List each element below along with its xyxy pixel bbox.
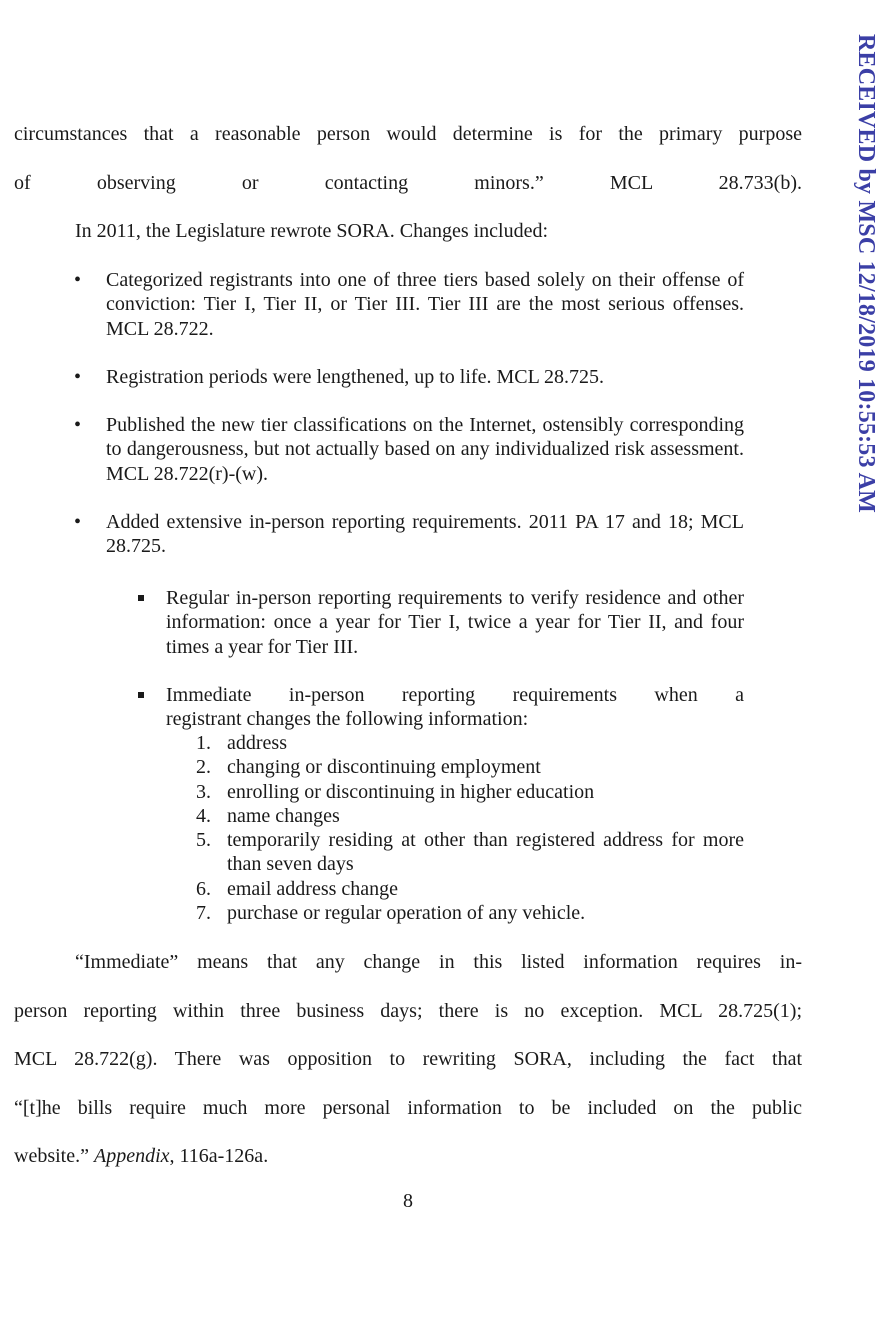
numbered-item (196, 780, 744, 804)
numbered-item (196, 901, 744, 925)
list-item-text: Categorized registrants into one of three tiers based solely on their offense of conviction: Tier I, Tier II, or Tier III. Tier III are the most serious offenses. MCL 28.722. (106, 269, 744, 340)
received-stamp: RECEIVED by MSC 12/18/2019 10:55:53 AM (853, 34, 879, 513)
numbered-item (196, 804, 744, 828)
numbered-item (196, 828, 744, 877)
item-number: 2. (196, 756, 211, 779)
item-number: 7. (196, 902, 211, 925)
closing-paragraph (14, 938, 802, 1181)
square-bullet-icon (138, 595, 144, 601)
sub-list-item (136, 683, 744, 732)
paragraph-line (14, 1132, 802, 1181)
list-item (74, 510, 744, 558)
continued-paragraph (14, 110, 802, 207)
item-text: temporarily residing at other than registered address for more than seven days (227, 829, 744, 876)
item-text: purchase or regular operation of any vehicle. (227, 902, 586, 925)
square-bullet-icon (138, 692, 144, 698)
bullet-icon: • (74, 511, 82, 533)
paragraph-line: person reporting within three business days; there is no exception. MCL 28.725(1); (14, 999, 802, 1022)
sub-list-item-text: Regular in-person reporting requirements to verify residence and other information: once a year for Tier I, twice a year for Tier II, and four times a year for Tier III. (166, 587, 744, 658)
appendix-citation: Appendix (93, 1145, 170, 1167)
bullet-icon: • (74, 414, 82, 436)
list-item (74, 413, 744, 510)
list-item-text: Added extensive in-person reporting requirements. 2011 PA 17 and 18; MCL 28.725. (106, 511, 744, 558)
item-text: email address change (227, 877, 399, 900)
list-item (74, 268, 744, 365)
intro-paragraph: In 2011, the Legislature rewrote SORA. Changes included: (75, 220, 549, 242)
item-text: enrolling or discontinuing in higher education (227, 780, 595, 803)
paragraph-line: MCL 28.722(g). There was opposition to rewriting SORA, including the fact that (14, 1048, 802, 1070)
sub-list-item-text: registrant changes the following information: (166, 708, 529, 731)
bullet-icon: • (74, 269, 82, 291)
item-number: 5. (196, 829, 211, 852)
citation-text: website.” (14, 1145, 94, 1167)
paragraph-line: “Immediate” means that any change in this listed information requires in- (75, 951, 802, 973)
item-number: 4. (196, 804, 211, 827)
item-number: 3. (196, 780, 211, 803)
item-text: name changes (227, 804, 340, 827)
item-text: changing or discontinuing employment (227, 756, 541, 779)
numbered-list (196, 731, 744, 925)
paragraph-line: circumstances that a reasonable person would determine is for the primary purpose (14, 123, 802, 145)
numbered-item (196, 731, 744, 755)
numbered-item (196, 755, 744, 779)
reporting-sublist (136, 586, 744, 732)
sub-list-item (136, 586, 744, 683)
list-item-text: Registration periods were lengthened, up to life. MCL 28.725. (106, 366, 605, 388)
bullet-icon: • (74, 366, 82, 388)
citation-text: , 116a-126a. (169, 1145, 269, 1167)
item-number: 6. (196, 877, 211, 900)
item-text: address (227, 732, 287, 754)
paragraph-line: of observing or contacting minors.” MCL 28.733(b). (14, 171, 802, 194)
sub-list-item-text: Immediate in-person reporting requirements when a (166, 684, 744, 706)
page-number: 8 (403, 1190, 413, 1212)
item-number: 1. (196, 732, 211, 754)
numbered-item (196, 877, 744, 901)
paragraph-line: “[t]he bills require much more personal information to be included on the public (14, 1096, 802, 1119)
list-item (74, 365, 744, 413)
list-item-text: Published the new tier classifications on the Internet, ostensibly corresponding to dangerousness, but not actually based on any individualized risk assessment. MCL 28.722(r)-(w). (106, 414, 744, 485)
changes-list (74, 268, 744, 558)
